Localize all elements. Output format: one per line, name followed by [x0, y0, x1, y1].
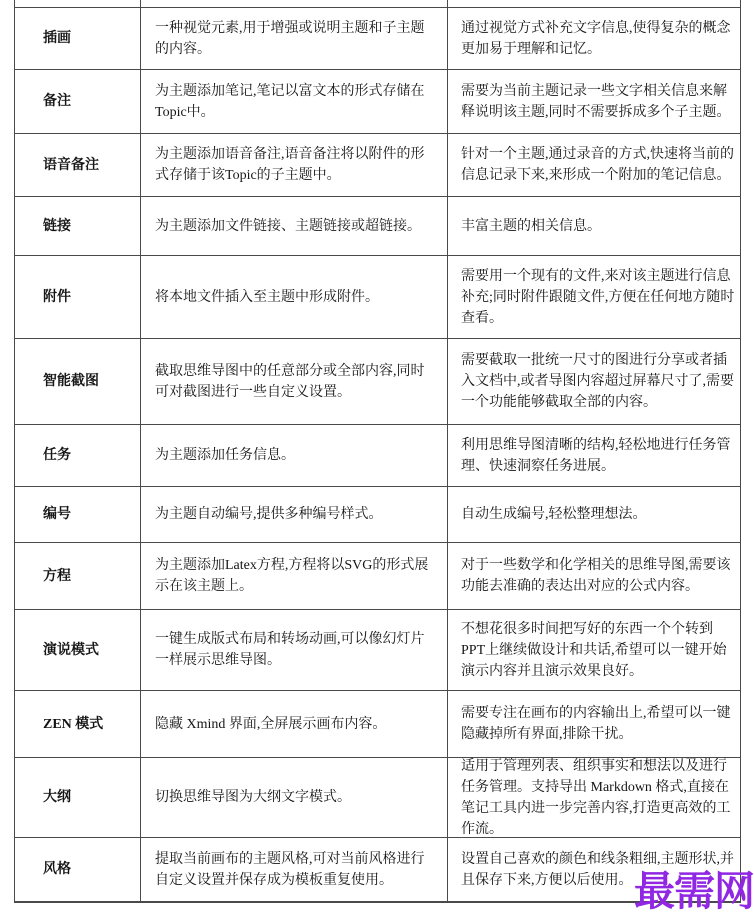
use-case-cell — [448, 134, 742, 196]
feature-use-case: 利用思维导图清晰的结构,轻松地进行任务管理、快速洞察任务进展。 — [461, 437, 731, 474]
use-case-cell — [448, 256, 742, 338]
feature-name-cell — [15, 691, 141, 757]
feature-name: 任务 — [43, 448, 71, 463]
feature-description: 为主题添加笔记,笔记以富文本的形式存储在Topic中。 — [155, 83, 425, 120]
feature-name: 附件 — [43, 289, 71, 305]
feature-name-cell — [15, 425, 141, 486]
use-case-cell — [448, 70, 742, 133]
use-case-cell — [448, 8, 742, 69]
description-cell — [141, 8, 448, 69]
feature-name-cell — [15, 838, 141, 901]
table-row — [15, 8, 740, 70]
description-cell — [141, 543, 448, 609]
feature-name-cell — [15, 134, 141, 196]
use-case-cell — [448, 610, 742, 690]
table-row-partial — [15, 0, 740, 8]
feature-name-cell — [15, 197, 141, 255]
table-row — [15, 543, 740, 610]
feature-name: 大纲 — [43, 790, 71, 805]
feature-name: 风格 — [43, 862, 71, 877]
table-row — [15, 758, 740, 838]
use-case-cell — [448, 339, 742, 424]
feature-name-cell — [15, 0, 141, 7]
watermark: 最需网 — [634, 868, 754, 914]
feature-name-cell — [15, 256, 141, 338]
feature-use-case: 适用于管理列表、组织事实和想法以及进行任务管理。支持导出 Markdown 格式,直接在笔记工具内进一步完善内容,打造更高效的工作流。 — [461, 758, 731, 837]
feature-description: 为主题自动编号,提供多种编号样式。 — [155, 507, 383, 522]
table-row — [15, 339, 740, 425]
description-cell — [141, 70, 448, 133]
table-row — [15, 70, 740, 134]
table-row — [15, 256, 740, 339]
description-cell — [141, 0, 448, 7]
feature-description: 将本地文件插入至主题中形成附件。 — [155, 289, 379, 305]
feature-name-cell — [15, 543, 141, 609]
description-cell — [141, 339, 448, 424]
feature-description: 为主题添加任务信息。 — [155, 448, 295, 463]
description-cell — [141, 197, 448, 255]
feature-name: 方程 — [43, 568, 71, 584]
feature-description: 为主题添加语音备注,语音备注将以附件的形式存储于该Topic的子主题中。 — [155, 147, 425, 183]
feature-description: 为主题添加Latex方程,方程将以SVG的形式展示在该主题上。 — [155, 558, 429, 594]
feature-name: 插画 — [43, 31, 71, 46]
feature-use-case: 设置自己喜欢的颜色和线条粗细,主题形状,并且保存下来,方便以后使用。 — [461, 851, 734, 888]
feature-name: ZEN 模式 — [43, 716, 104, 732]
feature-name-cell — [15, 70, 141, 133]
feature-description: 一种视觉元素,用于增强或说明主题和子主题的内容。 — [155, 20, 425, 57]
use-case-cell — [448, 691, 742, 757]
description-cell — [141, 758, 448, 837]
use-case-cell — [448, 197, 742, 255]
feature-name-cell — [15, 339, 141, 424]
feature-use-case: 需要为当前主题记录一些文字相关信息来解释说明该主题,同时不需要拆成多个子主题。 — [461, 83, 731, 120]
feature-use-case: 需要截取一批统一尺寸的图进行分享或者插入文档中,或者导图内容超过屏幕尺寸了,需要一个功能能够截取全部的内容。 — [461, 353, 734, 410]
table-row — [15, 134, 740, 197]
table-row — [15, 425, 740, 487]
feature-use-case: 对于一些数学和化学相关的思维导图,需要该功能去准确的表达出对应的公式内容。 — [461, 558, 731, 594]
use-case-cell — [448, 758, 742, 837]
feature-description: 切换思维导图为大纲文字模式。 — [155, 790, 351, 805]
table-row — [15, 487, 740, 543]
description-cell — [141, 425, 448, 486]
feature-use-case: 需要用一个现有的文件,来对该主题进行信息补充;同时附件跟随文件,方便在任何地方随时查看。 — [461, 268, 735, 326]
description-cell — [141, 610, 448, 690]
use-case-cell — [448, 0, 742, 7]
description-cell — [141, 691, 448, 757]
table-row — [15, 838, 740, 903]
feature-name: 备注 — [43, 94, 71, 109]
feature-description: 为主题添加文件链接、主题链接或超链接。 — [155, 218, 421, 234]
use-case-cell — [448, 425, 742, 486]
feature-name: 编号 — [43, 507, 71, 522]
feature-name: 链接 — [43, 218, 71, 234]
feature-name-cell — [15, 610, 141, 690]
use-case-cell — [448, 487, 742, 542]
feature-use-case: 不想花很多时间把写好的东西一个个转到PPT上继续做设计和共话,希望可以一键开始演示内容并且演示效果良好。 — [461, 621, 727, 679]
feature-use-case: 自动生成编号,轻松整理想法。 — [461, 507, 647, 522]
feature-name-cell — [15, 758, 141, 837]
feature-use-case: 针对一个主题,通过录音的方式,快速将当前的信息记录下来,来形成一个附加的笔记信息。 — [461, 147, 734, 183]
description-cell — [141, 487, 448, 542]
feature-name: 演说模式 — [43, 642, 99, 658]
feature-use-case: 需要专注在画布的内容输出上,希望可以一键隐藏掉所有界面,排除干扰。 — [461, 706, 731, 742]
feature-use-case: 通过视觉方式补充文字信息,使得复杂的概念更加易于理解和记忆。 — [461, 20, 731, 57]
feature-name: 语音备注 — [43, 157, 99, 173]
feature-description: 截取思维导图中的任意部分或全部内容,同时可对截图进行一些自定义设置。 — [155, 363, 425, 400]
use-case-cell — [448, 543, 742, 609]
table-row — [15, 691, 740, 758]
feature-description: 一键生成版式布局和转场动画,可以像幻灯片一样展示思维导图。 — [155, 632, 425, 668]
description-cell — [141, 134, 448, 196]
feature-name-cell — [15, 487, 141, 542]
feature-use-case: 丰富主题的相关信息。 — [461, 218, 601, 234]
feature-table — [14, 0, 741, 903]
table-row — [15, 610, 740, 691]
table-row — [15, 197, 740, 256]
feature-name-cell — [15, 8, 141, 69]
description-cell — [141, 256, 448, 338]
feature-description: 隐藏 Xmind 界面,全屏展示画布内容。 — [155, 716, 387, 732]
feature-description: 提取当前画布的主题风格,可对当前风格进行自定义设置并保存成为模板重复使用。 — [155, 851, 425, 888]
feature-name: 智能截图 — [43, 374, 99, 389]
description-cell — [141, 838, 448, 901]
